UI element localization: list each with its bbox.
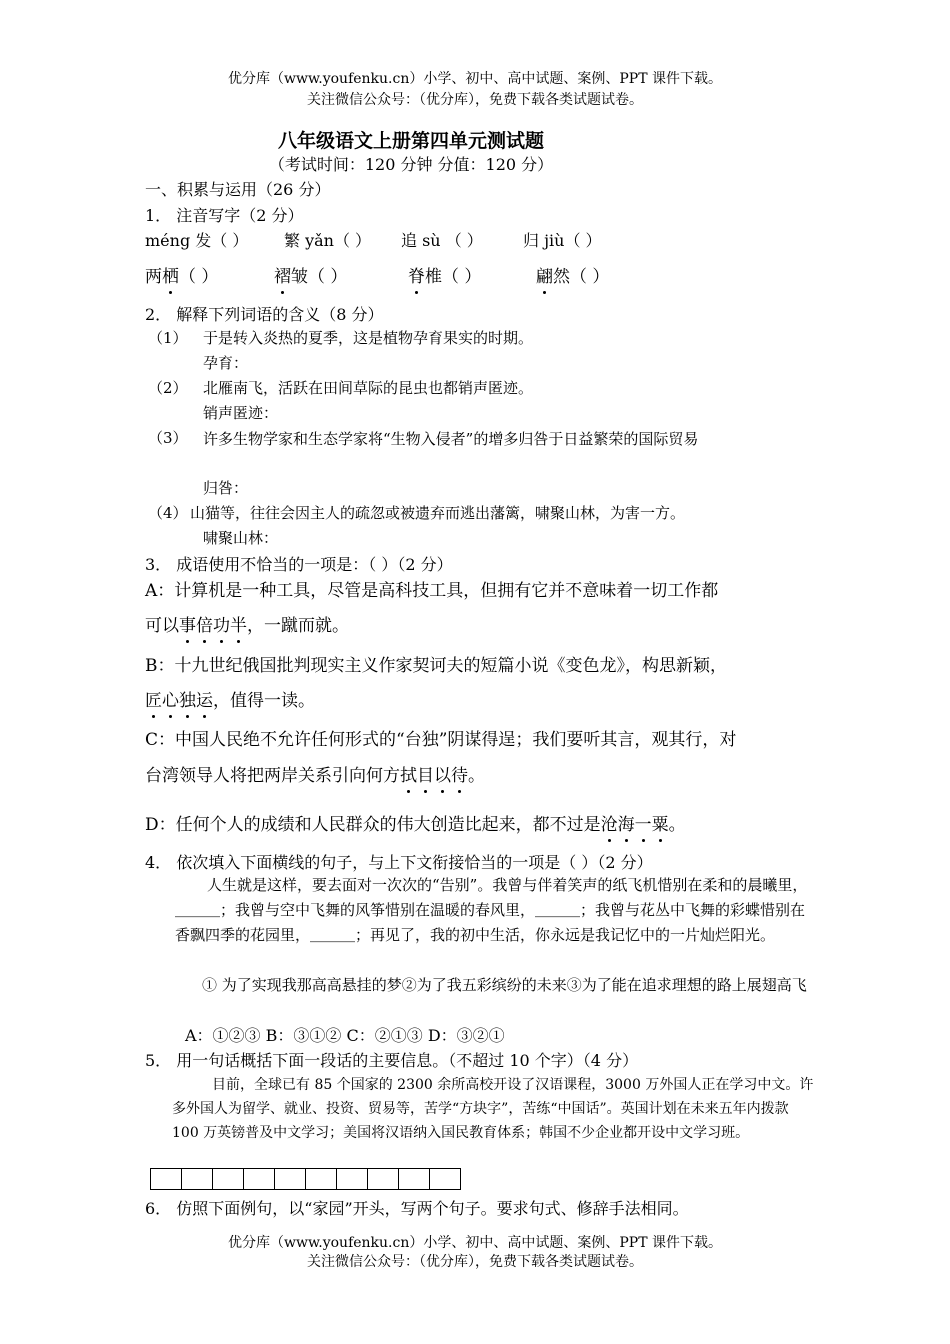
emphasis-dot-char: 事 — [179, 611, 196, 636]
q3-heading: 3． 成语使用不恰当的一项是：（ ）（2 分） — [145, 555, 453, 574]
q2-item-text: 北雁南飞，活跃在田间草际的昆虫也都销声匿迹。 — [203, 379, 534, 397]
q2-item-text: 于是转入炎热的夏季，这是植物孕育果实的时期。 — [203, 329, 534, 347]
emphasis-dot-char: 待 — [451, 761, 468, 786]
q6-heading: 6． 仿照下面例句，以“家园”开头，写两个句子。要求句式、修辞手法相同。 — [145, 1199, 689, 1218]
header-line-2: 关注微信公众号：（优分库），免费下载各类试题试卷。 — [307, 92, 643, 108]
answer-box[interactable] — [337, 1168, 368, 1190]
q3-option-line: D：任何个人的成绩和人民群众的伟大创造比起来，都不过是沧海一粟。 — [145, 810, 686, 835]
emphasis-dot-char: 运 — [196, 686, 213, 711]
q1-char-item: 褶皱（ ） — [274, 262, 347, 287]
q1-pinyin-item: 追 sù （ ） — [401, 231, 483, 250]
q4-choices: ① 为了实现我那高高悬挂的梦②为了我五彩缤纷的未来③为了能在追求理想的路上展翅高飞 — [202, 976, 807, 994]
exam-title: 八年级语文上册第四单元测试题 — [277, 130, 544, 152]
emphasis-dot-char: 脊 — [408, 262, 425, 287]
q2-item-term: 归咎： — [203, 479, 249, 497]
answer-box[interactable] — [244, 1168, 275, 1190]
q2-item-number: （2） — [148, 379, 188, 397]
emphasis-dot-char: 功 — [213, 611, 230, 636]
q2-item-term: 销声匿迹： — [203, 404, 279, 422]
answer-box[interactable] — [213, 1168, 244, 1190]
q4-answer-options: A：①②③ B：③①② C：②①③ D：③②① — [185, 1026, 505, 1045]
header-line-1: 优分库（www.youfenku.cn）小学、初中、高中试题、案例、PPT 课件下载。 — [227, 71, 722, 87]
q1-pinyin-item: méng 发（ ） — [145, 231, 249, 250]
q2-item-number: （3） — [148, 429, 188, 447]
q3-option-line: C：中国人民绝不允许任何形式的“台独”阴谋得逞；我们要听其言，观其行，对 — [145, 730, 737, 750]
emphasis-dot-char: 目 — [417, 761, 434, 786]
q3-option-line: B：十九世纪俄国批判现实主义作家契诃夫的短篇小说《变色龙》，构思新颖， — [145, 656, 727, 676]
emphasis-dot-char: 粟 — [652, 810, 669, 835]
footer-line-2: 关注微信公众号：（优分库），免费下载各类试题试卷。 — [307, 1254, 643, 1270]
section-heading: 一、积累与运用（26 分） — [145, 180, 331, 199]
q3-option-line: 可以事倍功半，一蹴而就。 — [145, 611, 349, 636]
emphasis-dot-char: 褶 — [274, 262, 291, 287]
q1-char-item: 两栖（ ） — [145, 262, 218, 287]
exam-subtitle: （考试时间：120 分钟 分值：120 分） — [268, 155, 554, 174]
emphasis-dot-char: 半 — [230, 611, 247, 636]
answer-box[interactable] — [430, 1168, 461, 1190]
q2-item-text: 许多生物学家和生态学家将“生物入侵者”的增多归咎于日益繁荣的国际贸易 — [203, 430, 699, 448]
q5-heading: 5． 用一句话概括下面一段话的主要信息。（不超过 10 个字）（4 分） — [145, 1051, 639, 1070]
answer-box-grid — [150, 1168, 461, 1190]
footer-line-1: 优分库（www.youfenku.cn）小学、初中、高中试题、案例、PPT 课件下载。 — [227, 1235, 722, 1251]
emphasis-dot-char: 翩 — [536, 262, 553, 287]
q1-heading: 1． 注音写字（2 分） — [145, 206, 304, 225]
q5-passage: 目前，全球已有 85 个国家的 2300 余所高校开设了汉语课程，3000 万外国人正在学习中文。许多外国人为留学、就业、投资、贸易等，苦学“方块字”，苦练“中国话”。英国计划在未来五年内拨款 100 万英镑普及中文学习；美国将汉语纳入国民教育体系；韩国不少企业都开设中文学习班。 — [172, 1077, 814, 1141]
emphasis-dot-char: 独 — [179, 686, 196, 711]
q1-pinyin-item: 繁 yǎn（ ） — [284, 231, 372, 250]
q2-item-term: 啸聚山林： — [203, 529, 279, 547]
emphasis-dot-char: 海 — [618, 810, 635, 835]
q3-option-line: 匠心独运，值得一读。 — [145, 686, 315, 711]
q2-item-number: （4） — [148, 504, 188, 522]
emphasis-dot-char: 倍 — [196, 611, 213, 636]
q1-char-item: 脊椎（ ） — [408, 262, 481, 287]
q2-item-number: （1） — [148, 329, 188, 347]
answer-box[interactable] — [151, 1168, 182, 1190]
answer-box[interactable] — [182, 1168, 213, 1190]
q3-option-line: A：计算机是一种工具，尽管是高科技工具，但拥有它并不意味着一切工作都 — [145, 581, 719, 601]
answer-box[interactable] — [306, 1168, 337, 1190]
q1-char-item: 翩然（ ） — [536, 262, 609, 287]
emphasis-dot-char: 心 — [162, 686, 179, 711]
emphasis-dot-char: 一 — [635, 810, 652, 835]
q2-heading: 2． 解释下列词语的含义（8 分） — [145, 305, 384, 324]
q4-passage: 人生就是这样，要去面对一次次的“告别”。我曾与伴着笑声的纸飞机惜别在柔和的晨曦里，＿＿＿；我曾与空中飞舞的风筝惜别在温暖的春风里，＿＿＿；我曾与花丛中飞舞的彩蝶惜别在香飘四季的花园里，＿＿＿；再见了，我的初中生活，你永远是我记忆中的一片灿烂阳光。 — [175, 876, 808, 944]
emphasis-dot-char: 栖 — [162, 262, 179, 287]
answer-box[interactable] — [368, 1168, 399, 1190]
q3-option-line: 台湾领导人将把两岸关系引向何方拭目以待。 — [145, 761, 485, 786]
emphasis-dot-char: 匠 — [145, 686, 162, 711]
answer-box[interactable] — [399, 1168, 430, 1190]
answer-box[interactable] — [275, 1168, 306, 1190]
q2-item-text: 山猫等，往往会因主人的疏忽或被遗弃而逃出藩篱，啸聚山林，为害一方。 — [190, 504, 686, 522]
q1-pinyin-item: 归 jiù（ ） — [523, 231, 602, 250]
q2-item-term: 孕育： — [203, 354, 249, 372]
emphasis-dot-char: 以 — [434, 761, 451, 786]
emphasis-dot-char: 拭 — [400, 761, 417, 786]
q4-heading: 4． 依次填入下面横线的句子，与上下文衔接恰当的一项是（ ）（2 分） — [145, 853, 653, 872]
emphasis-dot-char: 沧 — [601, 810, 618, 835]
